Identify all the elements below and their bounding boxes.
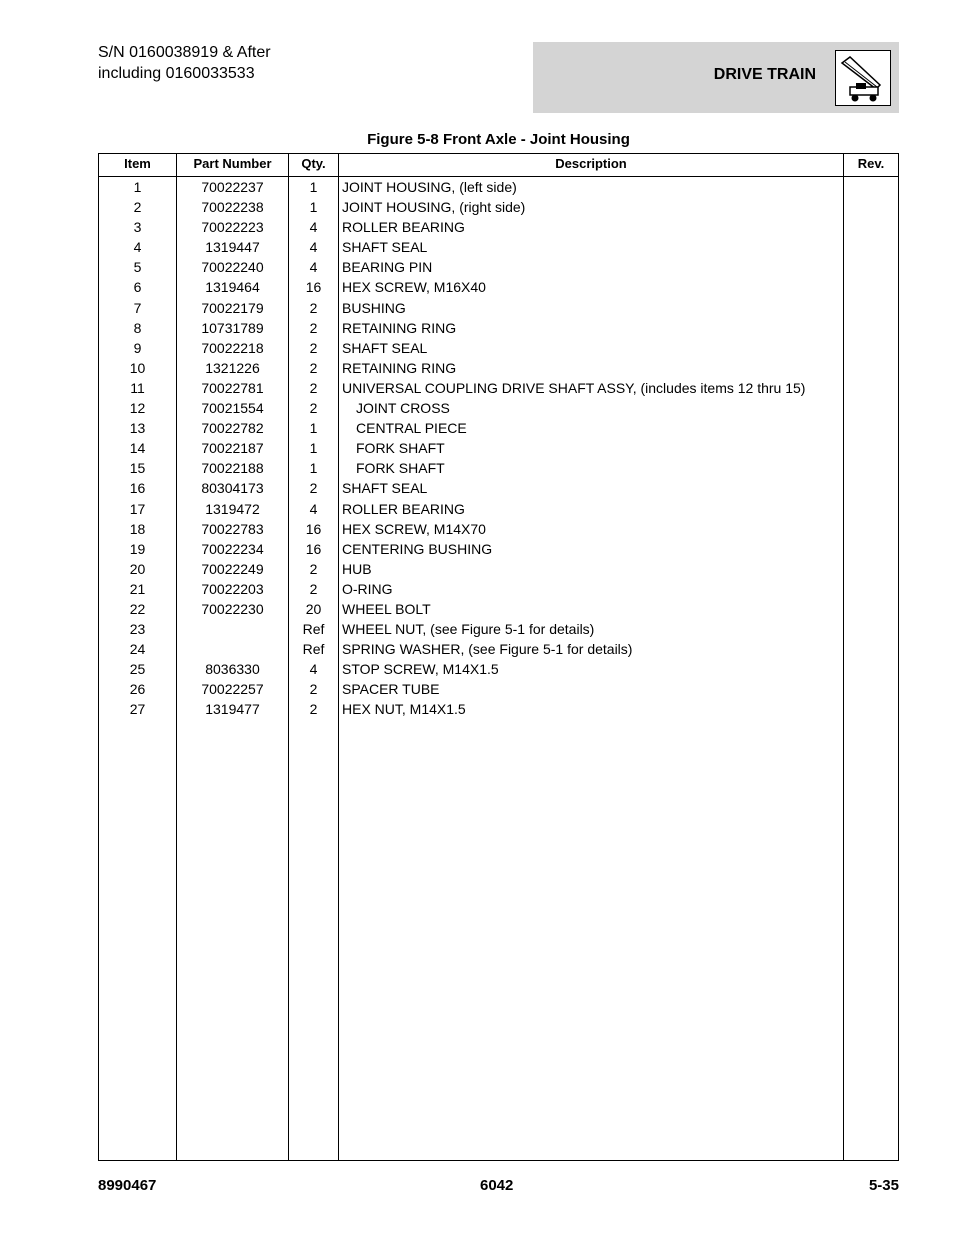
description-cell: UNIVERSAL COUPLING DRIVE SHAFT ASSY, (includes items 12 thru 15) [342,379,806,396]
part-number-cell: 1319464 [205,279,260,296]
table-row [99,639,898,659]
description-cell: RETAINING RING [342,319,457,336]
item-cell: 13 [129,420,146,437]
qty-cell: 1 [309,460,318,477]
qty-cell: 2 [309,560,318,577]
qty-cell: 1 [309,199,318,216]
part-number-cell: 70022230 [201,600,264,617]
table-row [99,619,898,639]
figure-title: Figure 5-8 Front Axle - Joint Housing [367,131,630,148]
part-number-cell: 70021554 [201,400,264,417]
qty-cell: 16 [305,540,322,557]
table-row [99,237,898,257]
table-row [99,519,898,539]
description-cell: WHEEL NUT, (see Figure 5-1 for details) [342,621,595,638]
table-row [99,338,898,358]
item-cell: 16 [129,480,146,497]
table-row [99,257,898,277]
qty-cell: 1 [309,179,318,195]
description-cell: ROLLER BEARING [342,219,465,236]
item-cell: 3 [133,219,142,236]
part-number-cell: 70022188 [201,460,264,477]
item-cell: 11 [130,379,145,396]
description-cell: O-RING [342,580,393,597]
item-cell: 10 [129,359,146,376]
footer-model-number: 6042 [480,1177,514,1194]
part-number-cell: 70022234 [201,540,264,557]
qty-cell: 16 [305,520,322,537]
item-cell: 7 [133,299,142,316]
item-cell: 12 [129,400,146,417]
qty-cell: 4 [309,661,318,678]
section-header [533,42,899,113]
qty-cell: 1 [309,440,318,457]
description-cell: FORK SHAFT [356,440,445,457]
qty-cell: 20 [305,600,322,617]
table-row [99,197,898,217]
description-cell: HEX NUT, M14X1.5 [342,701,466,718]
item-cell: 15 [129,460,146,477]
part-number-cell: 70022257 [201,681,264,698]
section-title: DRIVE TRAIN [713,66,816,83]
table-row [99,378,898,398]
description-cell: RETAINING RING [342,359,457,376]
qty-cell: 2 [309,319,318,336]
description-cell: HUB [342,560,372,577]
column-header-item: Item [124,156,151,171]
part-number-cell: 70022187 [201,440,264,457]
item-cell: 26 [129,681,146,698]
description-cell: JOINT CROSS [356,400,450,417]
table-row [99,458,898,478]
part-number-cell: 1319477 [205,701,260,718]
table-row [99,398,898,418]
qty-cell: 4 [309,500,318,517]
item-cell: 2 [133,199,142,216]
serial-line-2: including 0160033533 [98,65,255,82]
item-cell: 19 [129,540,146,557]
description-cell: STOP SCREW, M14X1.5 [342,661,499,678]
item-cell: 9 [133,339,142,356]
description-cell: BUSHING [342,299,406,316]
qty-cell: 2 [309,701,318,718]
table-row [99,478,898,498]
part-number-cell: 70022249 [201,560,264,577]
description-cell: FORK SHAFT [356,460,445,477]
qty-cell: 2 [309,480,318,497]
description-cell: HEX SCREW, M16X40 [342,279,486,296]
footer-doc-number: 8990467 [98,1177,157,1194]
qty-cell: 4 [309,219,318,236]
part-number-cell: 1319447 [205,239,260,256]
description-cell: SPRING WASHER, (see Figure 5-1 for details) [342,641,633,658]
description-cell: CENTRAL PIECE [356,420,467,437]
part-number-cell: 80304173 [201,480,264,497]
item-cell: 17 [129,500,146,517]
table-row [99,217,898,237]
item-cell: 1 [133,179,142,195]
description-cell: JOINT HOUSING, (right side) [342,199,526,216]
part-number-cell: 1321226 [205,359,260,376]
description-cell: BEARING PIN [342,259,433,276]
table-row [99,599,898,619]
description-cell: ROLLER BEARING [342,500,465,517]
table-row [99,318,898,338]
table-row [99,298,898,318]
qty-cell: 2 [309,359,318,376]
part-number-cell: 70022179 [201,299,264,316]
wheeled-lift-icon [835,50,891,106]
description-cell: JOINT HOUSING, (left side) [342,179,517,195]
table-row [99,539,898,559]
part-number-cell: 1319472 [205,500,260,517]
qty-cell: 2 [309,379,318,396]
table-row [99,559,898,579]
description-cell: SHAFT SEAL [342,480,428,497]
table-row [99,358,898,378]
table-row [99,177,898,197]
item-cell: 18 [129,520,146,537]
qty-cell: 2 [309,681,318,698]
item-cell: 20 [129,560,146,577]
column-header-description: Description [555,156,627,171]
table-row [99,679,898,699]
item-cell: 8 [133,319,142,336]
item-cell: 24 [129,641,146,658]
table-body [99,177,898,720]
table-row [99,418,898,438]
column-header-qty: Qty. [301,156,326,171]
item-cell: 25 [129,661,146,678]
qty-cell: 1 [309,420,318,437]
part-number-cell: 70022203 [201,580,264,597]
description-cell: SHAFT SEAL [342,339,428,356]
column-header-rev: Rev. [857,156,885,171]
part-number-cell: 70022783 [201,520,264,537]
column-header-part-number: Part Number [193,156,272,171]
footer-page-number: 5-35 [868,1177,899,1194]
item-cell: 4 [133,239,142,256]
part-number-cell: 10731789 [201,319,264,336]
qty-cell: 2 [309,580,318,597]
description-cell: HEX SCREW, M14X70 [342,520,486,537]
part-number-cell: 70022223 [201,219,264,236]
description-cell: WHEEL BOLT [342,600,431,617]
part-number-cell: 70022218 [201,339,264,356]
item-cell: 27 [129,701,146,718]
parts-table [98,153,899,1161]
qty-cell: 16 [305,279,322,296]
item-cell: 14 [129,440,146,457]
qty-cell: Ref [302,641,325,658]
item-cell: 6 [133,279,142,296]
table-row [99,499,898,519]
qty-cell: 2 [309,339,318,356]
table-row [99,699,898,719]
description-cell: SPACER TUBE [342,681,440,698]
item-cell: 21 [129,580,146,597]
part-number-cell: 8036330 [205,661,260,678]
part-number-cell: 70022238 [201,199,264,216]
item-cell: 5 [133,259,142,276]
table-row [99,659,898,679]
table-row [99,579,898,599]
description-cell: CENTERING BUSHING [342,540,493,557]
part-number-cell: 70022782 [201,420,264,437]
part-number-cell: 70022240 [201,259,264,276]
qty-cell: 4 [309,259,318,276]
part-number-cell: 70022237 [201,179,264,195]
serial-line-1: S/N 0160038919 & After [98,44,271,61]
table-row [99,438,898,458]
qty-cell: 4 [309,239,318,256]
qty-cell: Ref [302,621,325,638]
qty-cell: 2 [309,299,318,316]
serial-number-block [98,42,271,84]
table-row [99,277,898,297]
description-cell: SHAFT SEAL [342,239,428,256]
item-cell: 23 [129,621,146,638]
qty-cell: 2 [309,400,318,417]
item-cell: 22 [129,600,146,617]
part-number-cell: 70022781 [201,379,264,396]
